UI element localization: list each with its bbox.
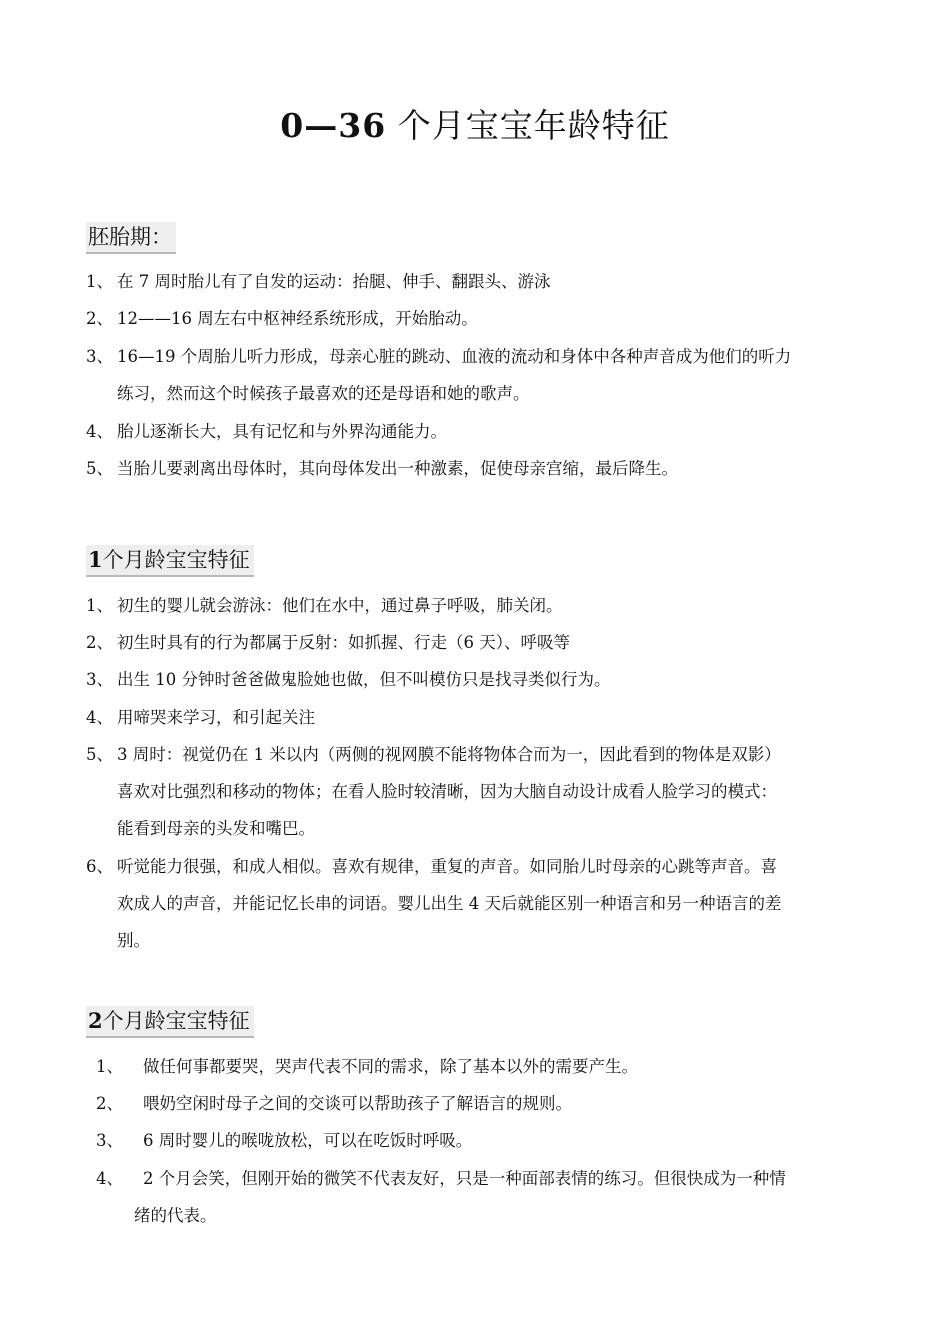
page-title-bold: 0—36: [280, 106, 387, 145]
section-heading: 1个月龄宝宝特征: [86, 545, 254, 577]
list-item: 3、 16—19 个周胎儿听力形成，母亲心脏的跳动、血液的流动和身体中各种声音成为他们的听力 练习，然而这个时候孩子最喜欢的还是母语和她的歌声。: [86, 347, 792, 403]
page-title: [0, 100, 950, 152]
list-item: 5、 3 周时：视觉仍在 1 米以内（两侧的视网膜不能将物体合而为一，因此看到的物体是双影） 喜欢对比强烈和移动的物体；在看人脸时较清晰，因为大脑自动设计成看人脸学习的模式： 能看到母亲的头发和嘴巴。: [86, 745, 781, 838]
list-item: 2、 喂奶空闲时母子之间的交谈可以帮助孩子了解语言的规则。: [96, 1094, 572, 1113]
list-item: 4、 2 个月会笑，但刚开始的微笑不代表友好，只是一种面部表情的练习。但很快成为一种情 绪的代表。: [96, 1169, 786, 1225]
list-item: 2、 12——16 周左右中枢神经系统形成，开始胎动。: [86, 309, 478, 328]
list-item: 4、 用啼哭来学习，和引起关注: [86, 708, 315, 727]
list-item: 3、 出生 10 分钟时爸爸做鬼脸她也做，但不叫模仿只是找寻类似行为。: [86, 670, 611, 689]
list-item: 1、 初生的婴儿就会游泳：他们在水中，通过鼻子呼吸，肺关闭。: [86, 596, 563, 615]
list-item: 2、 初生时具有的行为都属于反射：如抓握、行走（6 天）、呼吸等: [86, 633, 570, 652]
page-title-text: 个月宝宝年龄特征: [397, 106, 670, 145]
section-heading: 胚胎期：: [86, 222, 176, 254]
list-item: 3、 6 周时婴儿的喉咙放松，可以在吃饭时呼吸。: [96, 1131, 473, 1150]
list-item: 6、 听觉能力很强，和成人相似。喜欢有规律，重复的声音。如同胎儿时母亲的心跳等声音。喜 欢成人的声音，并能记忆长串的词语。婴儿出生 4 天后就能区别一种语言和另一种语言的差 别。: [86, 857, 782, 950]
list-item: 4、 胎儿逐渐长大，具有记忆和与外界沟通能力。: [86, 422, 447, 441]
list-item: 1、 在 7 周时胎儿有了自发的运动：抬腿、伸手、翻跟头、游泳: [86, 272, 551, 291]
section-heading: 2个月龄宝宝特征: [86, 1006, 254, 1038]
list-item: 1、 做任何事都要哭，哭声代表不同的需求，除了基本以外的需要产生。: [96, 1057, 638, 1076]
list-item: 5、 当胎儿要剥离出母体时，其向母体发出一种激素，促使母亲宫缩，最后降生。: [86, 459, 678, 478]
